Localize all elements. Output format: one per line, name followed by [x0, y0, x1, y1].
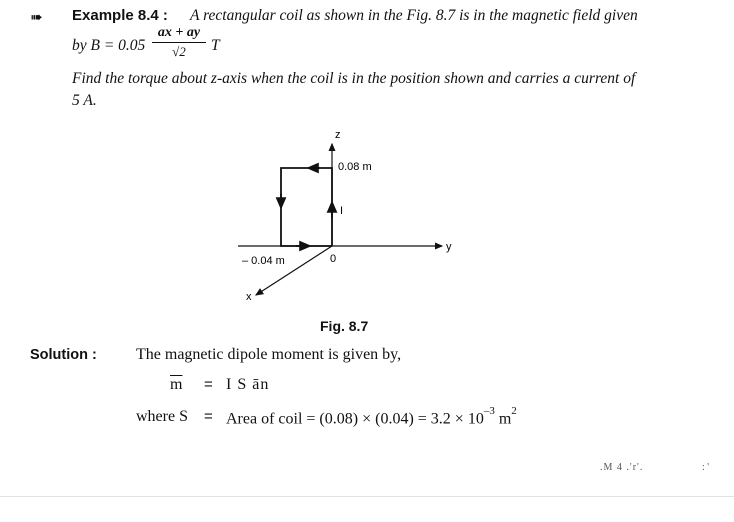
fraction-numerator: ax + ay — [152, 25, 206, 43]
label-height: 0.08 m — [338, 161, 372, 173]
example-line-1: A rectangular coil as shown in the Fig. 8.7 is in the magnetic field given — [190, 7, 638, 24]
arrow-right-icon: ➠ — [30, 8, 43, 26]
area-unit: m — [498, 410, 512, 428]
label-y: y — [446, 241, 452, 253]
example-line-2-suffix: T — [211, 37, 220, 54]
page-bottom-rule — [0, 496, 734, 497]
solution-label: Solution : — [30, 347, 97, 363]
field-fraction — [152, 25, 206, 60]
equation-1-rhs: I S ān — [226, 376, 270, 393]
example-line-2-prefix: by B = 0.05 — [72, 37, 146, 54]
equation-1-equals: = — [204, 376, 213, 393]
figure-caption: Fig. 8.7 — [320, 318, 369, 334]
x-axis — [256, 246, 332, 295]
label-current: I — [340, 205, 344, 217]
example-line-3: Find the torque about z-axis when the coil is in the position shown and carries a current of — [72, 70, 636, 87]
example-line-4: 5 A. — [72, 92, 97, 109]
equation-2-equals: = — [204, 408, 213, 425]
fraction-denominator: √2 — [172, 44, 186, 59]
equation-2-lhs: where S — [136, 408, 188, 425]
label-x: x — [246, 291, 252, 303]
coil-figure — [220, 122, 470, 312]
example-label: Example 8.4 : — [72, 7, 168, 24]
area-expression: Area of coil = (0.08) × (0.04) = 3.2 × 10 — [226, 410, 484, 428]
label-origin: 0 — [330, 253, 337, 265]
area-exponent: –3 — [483, 405, 495, 417]
solution-text: The magnetic dipole moment is given by, — [136, 346, 402, 363]
coil-rectangle — [281, 168, 332, 246]
label-width: – 0.04 m — [242, 255, 285, 267]
equation-2-rhs — [226, 405, 517, 428]
area-unit-exponent: 2 — [511, 405, 517, 417]
label-z: z — [335, 129, 341, 141]
equation-1-lhs: $\overline{m}$ — [170, 376, 183, 393]
footer-noise: .M 4 .'r'. — [600, 462, 644, 473]
footer-noise-2: : ' — [702, 462, 710, 473]
